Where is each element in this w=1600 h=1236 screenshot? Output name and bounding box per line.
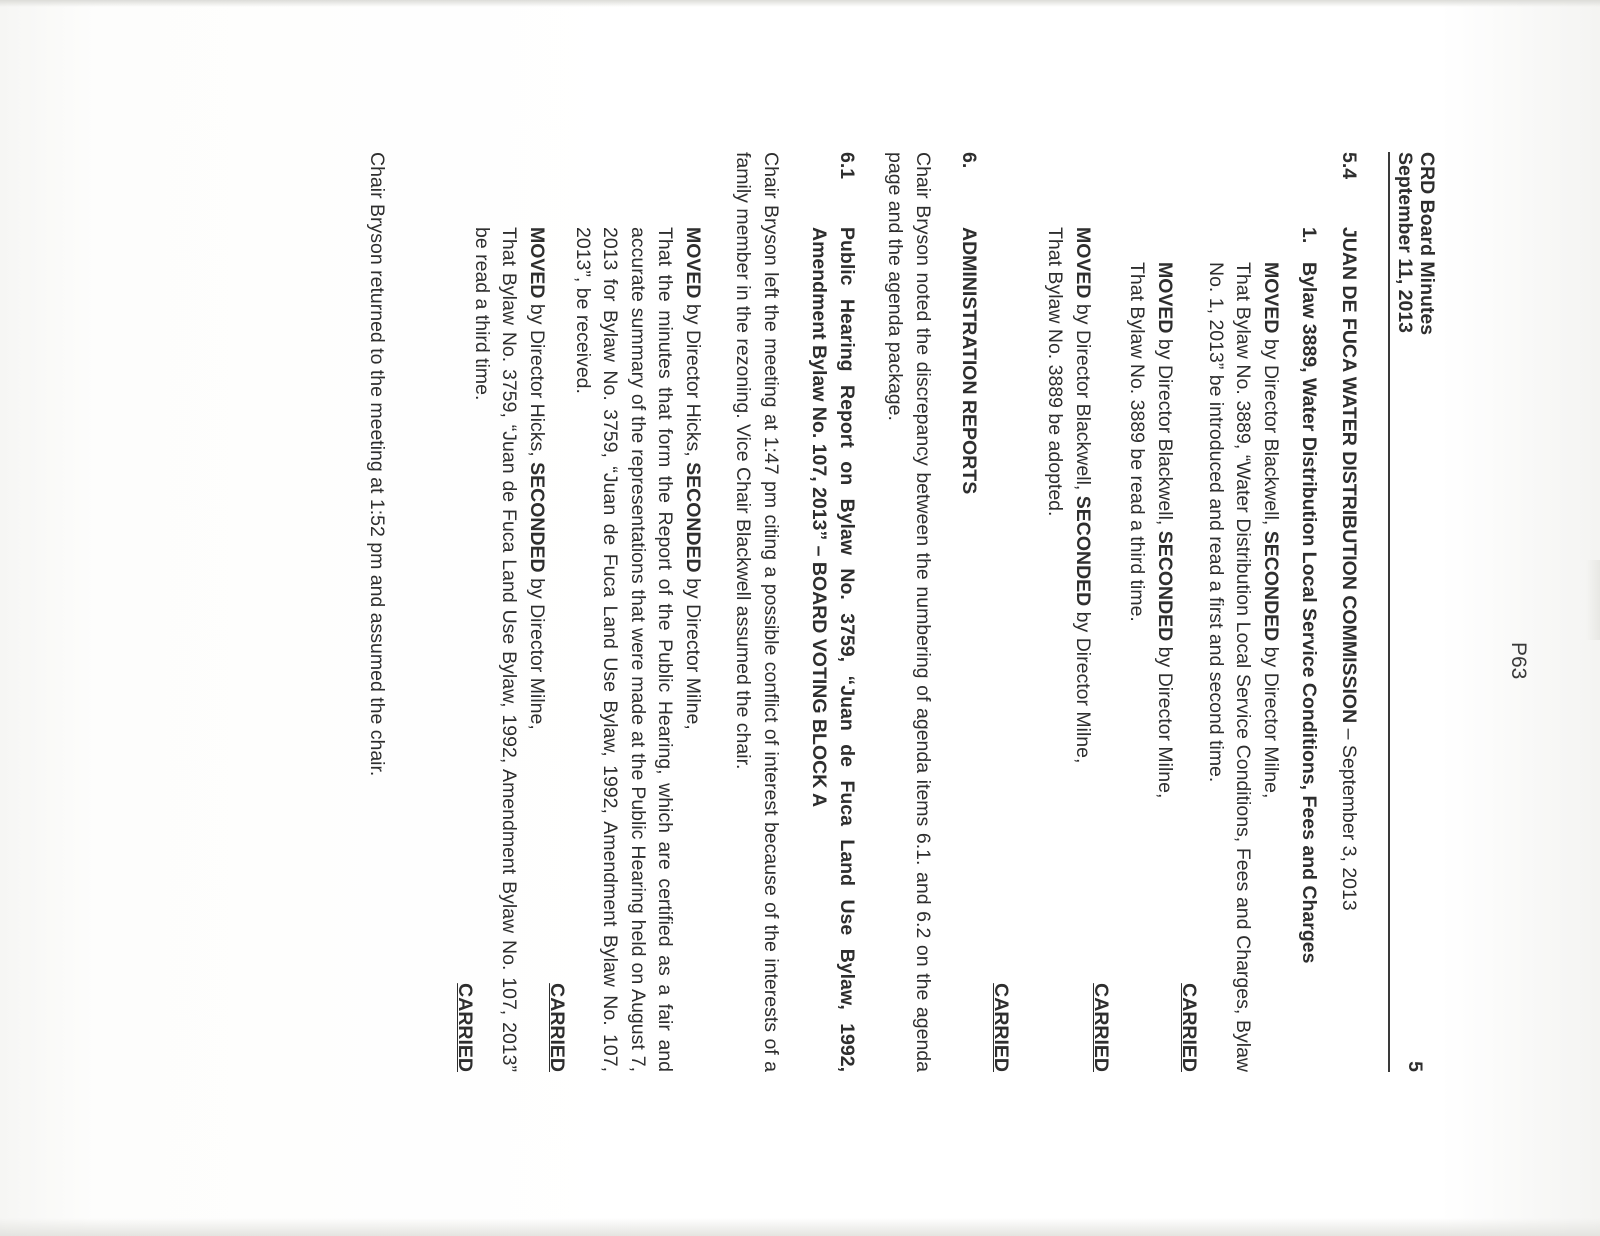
paragraph-chair-left: Chair Bryson left the meeting at 1:47 pm citing a possible conflict of interest because of the interests of a family member in the rezoning. Vice Chair Blackwell assumed the chair. [732, 152, 782, 1072]
motion-2 [1123, 262, 1178, 1072]
motion-1 [1202, 262, 1285, 1072]
moved-label: MOVED [682, 227, 704, 299]
moved-label: MOVED [1072, 227, 1094, 299]
moved-by: by Director Blackwell, [1154, 333, 1176, 531]
scan-edge-top [0, 0, 1600, 7]
section-title-6-1: Public Hearing Report on Bylaw No. 3759, “Juan de Fuca Land Use Bylaw, 1992, Amendment Bylaw No. 107, 2013” – BOARD VOTING BLOCK A [808, 227, 858, 1072]
scan-edge-right [1586, 560, 1600, 640]
carried-5: CARRIED [454, 983, 476, 1072]
header-page-number: 5 [1404, 1061, 1426, 1072]
seconded-label: SECONDED [1072, 495, 1094, 607]
motion-4-text: That the minutes that form the Report of the Public Hearing, which are certified as a fair and accurate summary of the representations that were made at the Public Hearing held on August 7, 2013 for Bylaw No. 3759, “Juan de Fuca Land Use Bylaw, 1992, Amendment Bylaw No. 107, 2013”, be received. [572, 227, 677, 1072]
moved-label: MOVED [526, 227, 548, 299]
section-6-paragraph: Chair Bryson noted the discrepancy between the numbering of agenda items 6.1. and 6.2 on the agenda page and the agenda package. [884, 152, 934, 1072]
header-date: September 11, 2013 [1394, 152, 1416, 334]
item-title-1: Bylaw 3889, Water Distribution Local Service Conditions, Fees and Charges [1298, 262, 1320, 964]
carried-2: CARRIED [1090, 983, 1112, 1072]
seconded-by: by Director Milne, [1072, 606, 1094, 764]
item-number-1: 1. [1298, 227, 1320, 244]
motion-3-text: That Bylaw No. 3889 be adopted. [1044, 227, 1067, 517]
motion-2-mover-line [1151, 262, 1179, 1072]
page-stamp: P63 [1507, 642, 1530, 680]
carried-1: CARRIED [1178, 983, 1200, 1072]
motion-3 [1041, 227, 1096, 1072]
seconded-label: SECONDED [682, 462, 704, 573]
section-title-6: ADMINISTRATION REPORTS [958, 227, 980, 495]
section-number-6: 6. [958, 152, 980, 169]
motion-5-mover-line [523, 227, 551, 1072]
rotated-document-page [280, 152, 1530, 1072]
seconded-by: by Director Milne, [682, 572, 704, 730]
section-date-5-4: – September 3, 2013 [1338, 723, 1360, 911]
section-number-6-1: 6.1 [836, 152, 858, 180]
moved-by: by Director Hicks, [682, 298, 704, 463]
motion-5-text: That Bylaw No. 3759, “Juan de Fuca Land Use Bylaw, 1992, Amendment Bylaw No. 107, 2013” be read a third time. [471, 227, 521, 1072]
motion-1-text: That Bylaw No. 3889, “Water Distribution Local Service Conditions, Fees and Charges, Bylaw No. 1, 2013” be introduced and read a first and second time. [1205, 262, 1255, 1072]
section-heading-5-4 [1335, 227, 1363, 1072]
scan-edge-bottom [0, 1218, 1600, 1236]
carried-3: CARRIED [990, 983, 1012, 1072]
motion-4-mover-line [679, 227, 707, 1072]
motion-4 [569, 227, 707, 1072]
motion-1-mover-line [1257, 262, 1285, 1072]
moved-by: by Director Hicks, [526, 298, 548, 463]
section-title-5-4: JUAN DE FUCA WATER DISTRIBUTION COMMISSION [1338, 227, 1360, 724]
moved-by: by Director Blackwell, [1072, 298, 1094, 496]
seconded-by: by Director Milne, [526, 572, 548, 730]
section-number-5-4: 5.4 [1338, 152, 1360, 180]
moved-by: by Director Blackwell, [1260, 333, 1282, 531]
motion-3-mover-line [1069, 227, 1097, 1072]
carried-4: CARRIED [546, 983, 568, 1072]
moved-label: MOVED [1260, 262, 1282, 334]
seconded-by: by Director Milne, [1154, 641, 1176, 799]
seconded-by: by Director Milne, [1260, 641, 1282, 799]
motion-2-text: That Bylaw No. 3889 be read a third time. [1126, 262, 1149, 622]
paragraph-chair-returned: Chair Bryson returned to the meeting at 1:52 pm and assumed the chair. [366, 152, 388, 777]
page-header [1388, 152, 1440, 1072]
header-title: CRD Board Minutes [1416, 152, 1438, 336]
seconded-label: SECONDED [1154, 530, 1176, 642]
moved-label: MOVED [1154, 262, 1176, 334]
seconded-label: SECONDED [1260, 530, 1282, 642]
motion-5 [468, 227, 551, 1072]
seconded-label: SECONDED [526, 462, 548, 573]
